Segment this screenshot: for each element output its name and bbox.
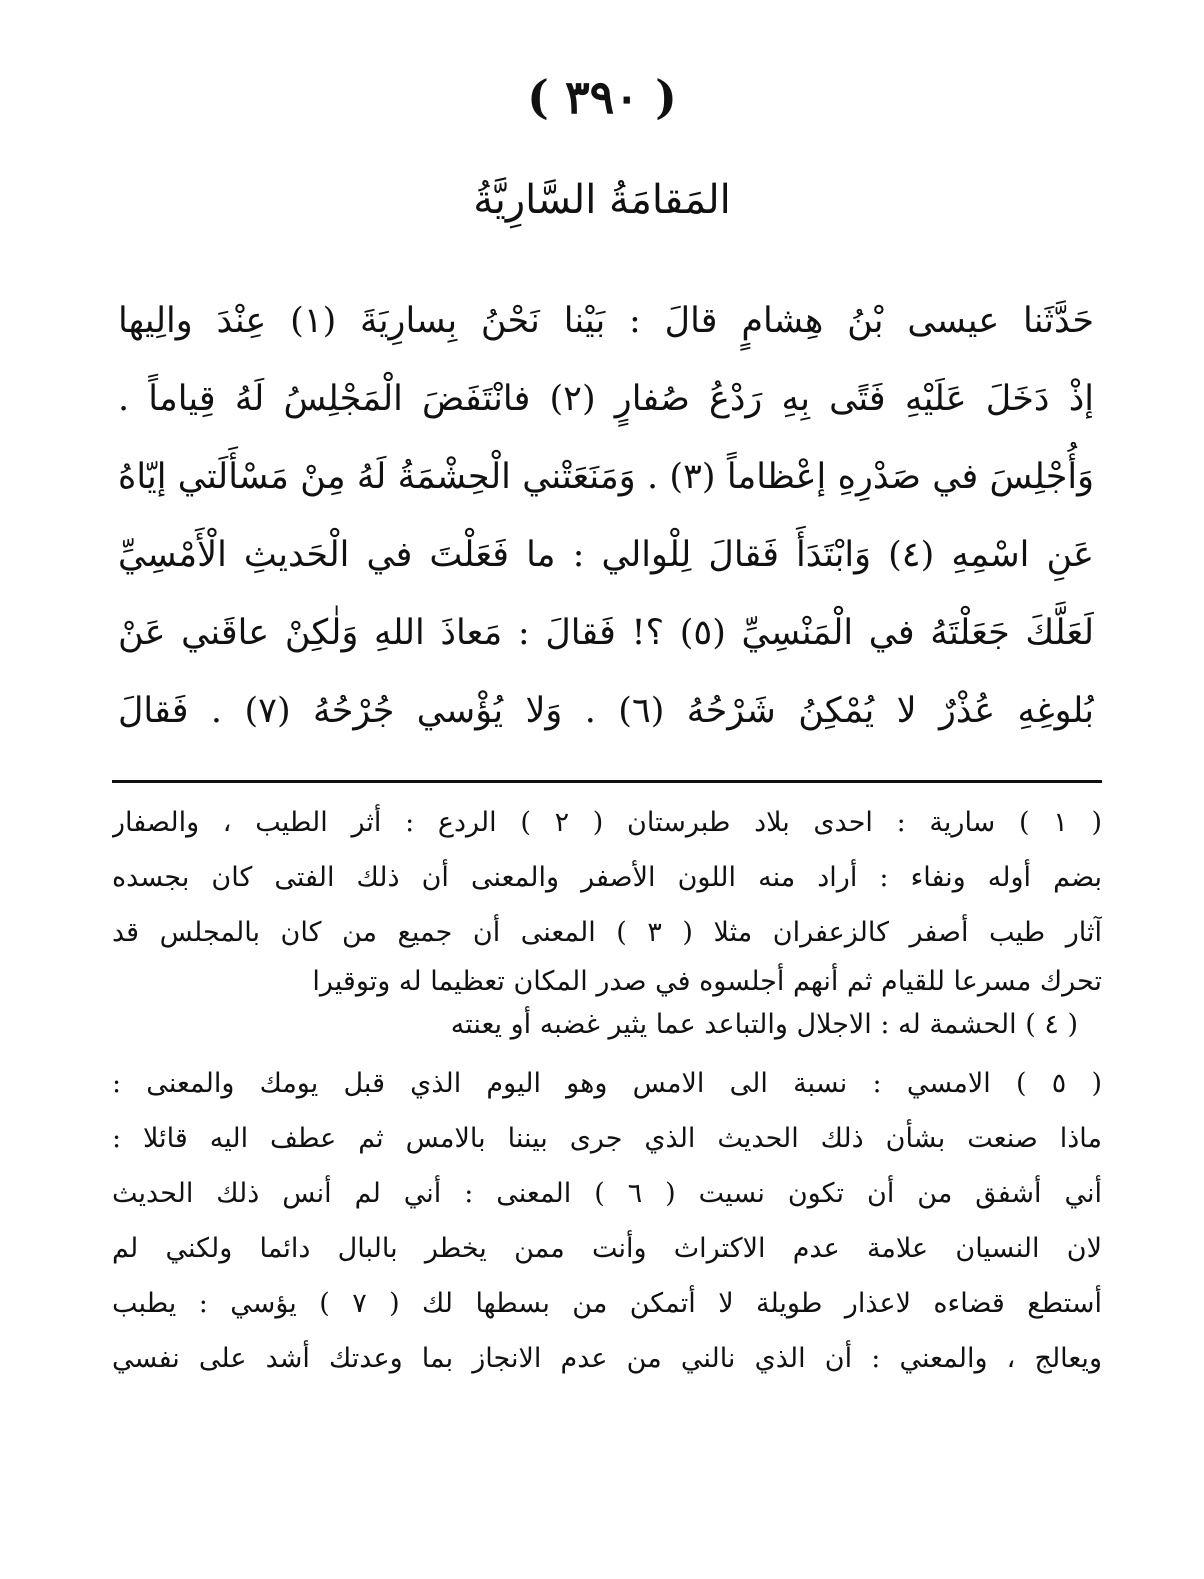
main-text-line: إذْ دَخَلَ عَلَيْهِ فَتًى بِهِ رَدْعُ صُفارٍ (٢) فانْتَفَضَ الْمَجْلِسُ لَهُ قِياماً . <box>118 379 1094 419</box>
footnote-line: ( ٤ ) الحشمة له : الاجلال والتباعد عما يثير غضبه أو يعنته <box>450 1009 1078 1040</box>
main-text-line: لَعَلَّكَ جَعَلْتَهُ في الْمَنْسِيِّ (٥) ؟! فَقالَ : مَعاذَ اللهِ وَلٰكِنْ عاقَني عَنْ <box>118 613 1094 653</box>
footnote-line: أني أشفق من أن تكون نسيت ( ٦ ) المعنى : أني لم أنس ذلك الحديث <box>112 1178 1102 1209</box>
page-number: ( ٣٩٠ ) <box>527 70 677 124</box>
footnote-line: ويعالج ، والمعني : أن الذي نالني من عدم الانجاز بما وعدتك أشد على نفسي <box>112 1343 1102 1374</box>
footnote-line: تحرك مسرعا للقيام ثم أنهم أجلسوه في صدر المكان تعظيما له وتوقيرا <box>312 966 1102 997</box>
footnote-separator <box>112 780 1102 783</box>
main-text <box>118 282 1094 750</box>
footnote-line: ماذا صنعت بشأن ذلك الحديث الذي جرى بيننا بالامس ثم عطف اليه قائلا : <box>112 1123 1102 1154</box>
footnote-line: ( ٥ ) الامسي : نسبة الى الامس وهو اليوم الذي قبل يومك والمعنى : <box>112 1068 1102 1099</box>
footnote-line: آثار طيب أصفر كالزعفران مثلا ( ٣ ) المعنى أن جميع من كان بالمجلس قد <box>112 917 1102 948</box>
main-text-line: بُلوغِهِ عُذْرٌ لا يُمْكِنُ شَرْحُهُ (٦) . وَلا يُؤْسي جُرْحُهُ (٧) . فَقالَ <box>118 691 1094 731</box>
footnotes <box>112 795 1102 1386</box>
maqama-title: المَقامَةُ السَّارِيَّةُ <box>473 177 731 223</box>
main-text-line: وَأُجْلِسَ في صَدْرِهِ إعْظاماً (٣) . وَمَنَعَتْني الْحِشْمَةُ لَهُ مِنْ مَسْأَلَتي إيّاهُ <box>118 457 1094 497</box>
footnote-line: ( ١ ) سارية : احدى بلاد طبرستان ( ٢ ) الردع : أثر الطيب ، والصفار <box>112 807 1102 838</box>
main-text-line: عَنِ اسْمِهِ (٤) وَابْتَدَأَ فَقالَ لِلْوالي : ما فَعَلْتَ في الْحَديثِ الْأَمْسِيِّ <box>118 535 1094 575</box>
footnote-line: بضم أوله ونفاء : أراد منه اللون الأصفر والمعنى أن ذلك الفتى كان بجسده <box>112 862 1102 893</box>
main-text-line: حَدَّثَنا عيسى بْنُ هِشامٍ قالَ : بَيْنا نَحْنُ بِسارِيَةَ (١) عِنْدَ والِيها <box>118 301 1094 341</box>
footnote-line: لان النسيان علامة عدم الاكتراث وأنت ممن يخطر بالبال دائما ولكني لم <box>112 1233 1102 1264</box>
footnote-line: أستطع قضاءه لاعذار طويلة لا أتمكن من بسطها لك ( ٧ ) يؤسي : يطبب <box>112 1288 1102 1319</box>
